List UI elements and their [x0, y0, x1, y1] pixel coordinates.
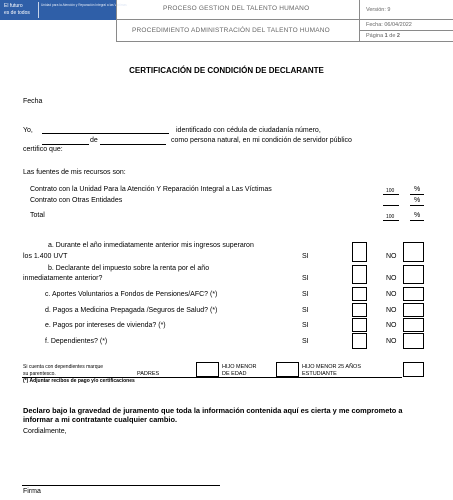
document-header: [0, 0, 453, 44]
id-city-field[interactable]: [100, 144, 166, 145]
attachments-note: (*) Adjuntar recibos de pago y/o certificaciones: [23, 378, 135, 384]
logo-separator: [38, 2, 39, 18]
yo-label: Yo,: [23, 127, 33, 134]
page-of: de: [389, 33, 396, 39]
process-name: PROCESO GESTION DEL TALENTO HUMANO: [163, 5, 310, 12]
sources-intro: Las fuentes de mis recursos son:: [23, 169, 126, 176]
procedure-cell: [116, 20, 360, 42]
sworn-declaration: Declaro bajo la gravedad de juramento que toda la información contenida aquí es cierta y me comprometo a informar a mi contratante cualquier cambio.: [23, 406, 403, 424]
percent-underline: [410, 220, 424, 221]
no-label: NO: [386, 338, 397, 345]
version-cell: [360, 0, 453, 20]
document-title: CERTIFICACIÓN DE CONDICIÓN DE DECLARANTE: [129, 66, 324, 75]
fecha-label: Fecha: [23, 98, 43, 105]
si-label: SI: [302, 291, 309, 298]
de-label: de: [90, 137, 98, 144]
hijo-menor-line1: HIJO MENOR: [222, 364, 257, 370]
source-value[interactable]: 100: [386, 214, 395, 220]
source-label: Total: [30, 212, 45, 219]
checkbox-hijo-menor[interactable]: [276, 362, 299, 377]
padres-label: PADRES: [137, 371, 160, 377]
question-b-line2: inmediatamente anterior?: [23, 275, 103, 282]
question-e: e. Pagos por intereses de vivienda? (*): [45, 322, 166, 329]
closing-text: Cordialmente,: [23, 428, 67, 435]
si-label: SI: [302, 307, 309, 314]
id-number-field[interactable]: [42, 144, 89, 145]
checkbox-d-si[interactable]: [352, 303, 367, 317]
page-indicator: [366, 33, 400, 39]
dependents-line2: su parentesco.: [23, 371, 56, 377]
hijo-25-line1: HIJO MENOR 25 AÑOS: [302, 364, 361, 370]
dependents-line1: Si cuenta con dependientes marque: [23, 364, 104, 370]
certifico-text: certifico que:: [23, 146, 63, 153]
persona-text: como persona natural, en mi condición de servidor público: [171, 137, 352, 144]
checkbox-a-si[interactable]: [352, 242, 367, 262]
page-total: 2: [396, 33, 400, 39]
version-label: Versión: 9: [366, 7, 391, 13]
checkbox-b-no[interactable]: [403, 265, 424, 284]
percent-sign: %: [414, 186, 421, 193]
checkbox-d-no[interactable]: [403, 303, 424, 317]
question-c: c. Aportes Voluntarios a Fondos de Pensiones/AFC? (*): [45, 291, 218, 298]
logo-line-1: El futuro: [4, 3, 23, 9]
checkbox-a-no[interactable]: [403, 242, 424, 262]
checkbox-c-si[interactable]: [352, 287, 367, 301]
firma-label: Firma: [23, 488, 41, 495]
si-label: SI: [302, 338, 309, 345]
percent-sign: %: [414, 197, 421, 204]
page-current: 1: [384, 33, 388, 39]
no-label: NO: [386, 322, 397, 329]
question-a-line1: a. Durante el año inmediatamente anterior mis ingresos superaron: [48, 242, 254, 249]
question-b-line1: b. Declarante del impuesto sobre la renta por el año: [48, 265, 210, 272]
checkbox-f-no[interactable]: [403, 333, 424, 349]
page-cell: [360, 31, 453, 42]
date-cell: [360, 20, 453, 31]
source-value[interactable]: 100: [386, 188, 395, 194]
date-label: Fecha: 06/04/2022: [366, 22, 412, 28]
question-f: f. Dependientes? (*): [45, 338, 108, 345]
checkbox-e-no[interactable]: [403, 318, 424, 332]
percent-underline: [410, 194, 424, 195]
logo-line-2: es de todos: [4, 10, 30, 16]
process-cell: [116, 0, 360, 20]
checkbox-e-si[interactable]: [352, 318, 367, 332]
government-logo: [0, 0, 127, 20]
si-label: SI: [302, 253, 309, 260]
checkbox-c-no[interactable]: [403, 287, 424, 301]
no-label: NO: [386, 291, 397, 298]
identificado-text: identificado con cédula de ciudadanía número,: [176, 127, 321, 134]
percent-sign: %: [414, 212, 421, 219]
source-value-underline: [383, 220, 399, 221]
signature-line[interactable]: [22, 485, 220, 486]
question-a-line2: los 1.400 UVT: [23, 253, 68, 260]
percent-underline: [410, 205, 424, 206]
source-label: Contrato con la Unidad Para la Atención Y Reparación Integral a Las Víctimas: [30, 186, 272, 193]
no-label: NO: [386, 307, 397, 314]
procedure-name: PROCEDIMIENTO ADMINISTRACIÓN DEL TALENTO HUMANO: [132, 27, 330, 34]
si-label: SI: [302, 322, 309, 329]
no-label: NO: [386, 253, 397, 260]
hijo-menor-line2: DE EDAD: [222, 371, 247, 377]
source-value-underline: [383, 194, 399, 195]
question-d: d. Pagos a Medicina Prepagada /Seguros de Salud? (*): [45, 307, 218, 314]
name-field[interactable]: [42, 133, 169, 134]
no-label: NO: [386, 275, 397, 282]
source-label: Contrato con Otras Entidades: [30, 197, 123, 204]
checkbox-b-si[interactable]: [352, 265, 367, 284]
page-prefix: Página: [366, 33, 384, 39]
source-value-underline: [383, 205, 399, 206]
logo-entity-name: Unidad para la Atención y Reparación Integral a las Víctimas: [41, 3, 127, 7]
checkbox-hijo-25[interactable]: [403, 362, 424, 377]
hijo-25-line2: ESTUDIANTE: [302, 371, 337, 377]
si-label: SI: [302, 275, 309, 282]
checkbox-padres[interactable]: [196, 362, 219, 377]
checkbox-f-si[interactable]: [352, 333, 367, 349]
